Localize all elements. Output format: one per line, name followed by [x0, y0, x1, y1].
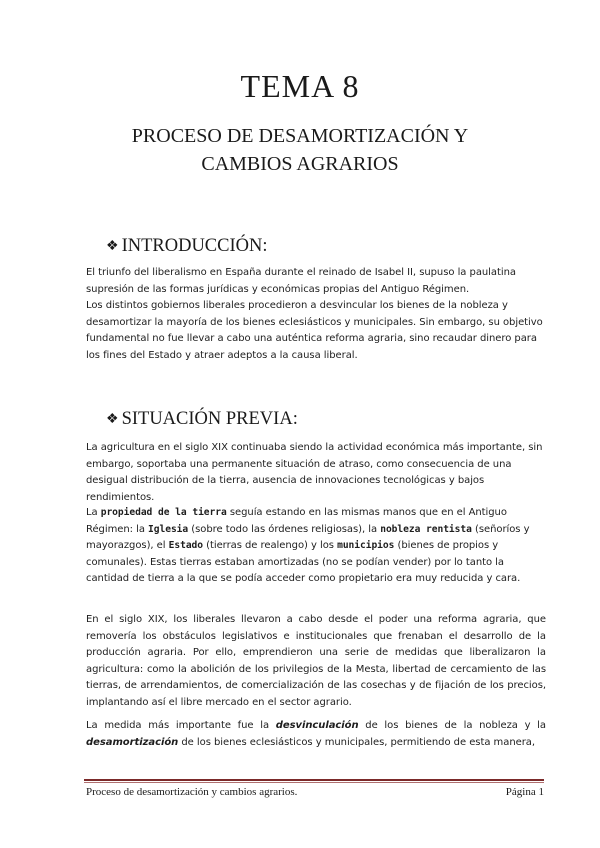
subtitle-line-1: PROCESO DE DESAMORTIZACIÓN Y — [131, 125, 469, 147]
document-title: TEMA 8 — [240, 68, 360, 104]
section-heading-introduccion — [106, 236, 268, 257]
bold-term: propiedad de la tierra — [100, 507, 227, 518]
bold-italic-term: desvinculación — [275, 720, 359, 731]
diamond-bullet-icon: ❖ — [106, 412, 119, 427]
text-run: (señoríos y mayorazgos), el — [86, 523, 530, 551]
bold-term: Iglesia — [148, 523, 189, 535]
previa-paragraph-3: En el siglo XIX, los liberales llevaron a cabo desde el poder una reforma agraria, que removería los obstáculos legislativos e institucionales que frenaban el desarrollo de la producción agraria. Por ello, emprendieron una serie de medidas que liberalizaron la agricultura: como la abolición de los privilegios de la Mesta, libertad de cercamiento de las tierras, de arrendamientos, de comercialización de las cosechas y de fijación de los precios, implantando así el libre mercado en el sector agrario. — [86, 614, 546, 708]
intro-paragraph-2: Los distintos gobiernos liberales procedieron a desvincular los bienes de la nobleza y desamortizar la mayoría de los bienes eclesiásticos y municipales. Sin embargo, su objetivo fundamental no fue llevar a cabo una auténtica reforma agraria, sino recaudar dinero para los fines del Estado y atraer adeptos a la causa liberal. — [86, 300, 543, 361]
text-run: de los bienes de la nobleza y la — [358, 720, 546, 731]
bold-term: municipios — [337, 540, 395, 551]
text-run: (tierras de realengo) y los — [203, 540, 338, 551]
previa-paragraph-4 — [86, 718, 546, 751]
diamond-bullet-icon: ❖ — [106, 239, 119, 254]
footer-page-number: Página 1 — [505, 786, 544, 798]
text-run: seguía estando en las mismas manos que en el Antiguo Régimen: la — [86, 507, 507, 535]
bold-term: nobleza rentista — [380, 523, 472, 535]
bold-italic-term: desamortización — [86, 736, 179, 748]
previa-paragraph-2 — [86, 505, 546, 588]
footer-rule — [84, 779, 544, 781]
footer-rule-thin — [84, 782, 544, 783]
text-run: La medida más importante fue la — [86, 720, 276, 731]
section-heading-situacion-previa — [106, 409, 298, 430]
section-heading-text: SITUACIÓN PREVIA: — [121, 409, 298, 429]
previa-paragraph-1: La agricultura en el siglo XIX continuaba siendo la actividad económica más importante, sin embargo, soportaba una permanente situación de atraso, como consecuencia de una desigual distribución de la tierra, ausencia de innovaciones tecnológicas y bajos rendimientos. — [86, 442, 543, 503]
subtitle-line-2: CAMBIOS AGRARIOS — [201, 153, 399, 175]
footer-document-title: Proceso de desamortización y cambios agrarios. — [86, 786, 298, 798]
bold-term: Estado — [168, 540, 203, 551]
text-run: La — [86, 507, 101, 518]
text-run: (bienes de propios y comunales). Estas tierras estaban amortizadas (no se podían vender) por lo tanto la cantidad de tierra a la que se podía acceder como propietario era muy reducida y cara. — [86, 540, 521, 584]
text-run: (sobre todo las órdenes religiosas), la — [188, 523, 381, 535]
section-heading-text: INTRODUCCIÓN: — [121, 236, 268, 256]
document-subtitle — [90, 122, 510, 178]
text-run: de los bienes eclesiásticos y municipales, permitiendo de esta manera, — [178, 736, 535, 748]
intro-paragraph-1: El triunfo del liberalismo en España durante el reinado de Isabel II, supuso la paulatina supresión de las formas jurídicas y económicas propias del Antiguo Régimen. — [86, 267, 516, 295]
